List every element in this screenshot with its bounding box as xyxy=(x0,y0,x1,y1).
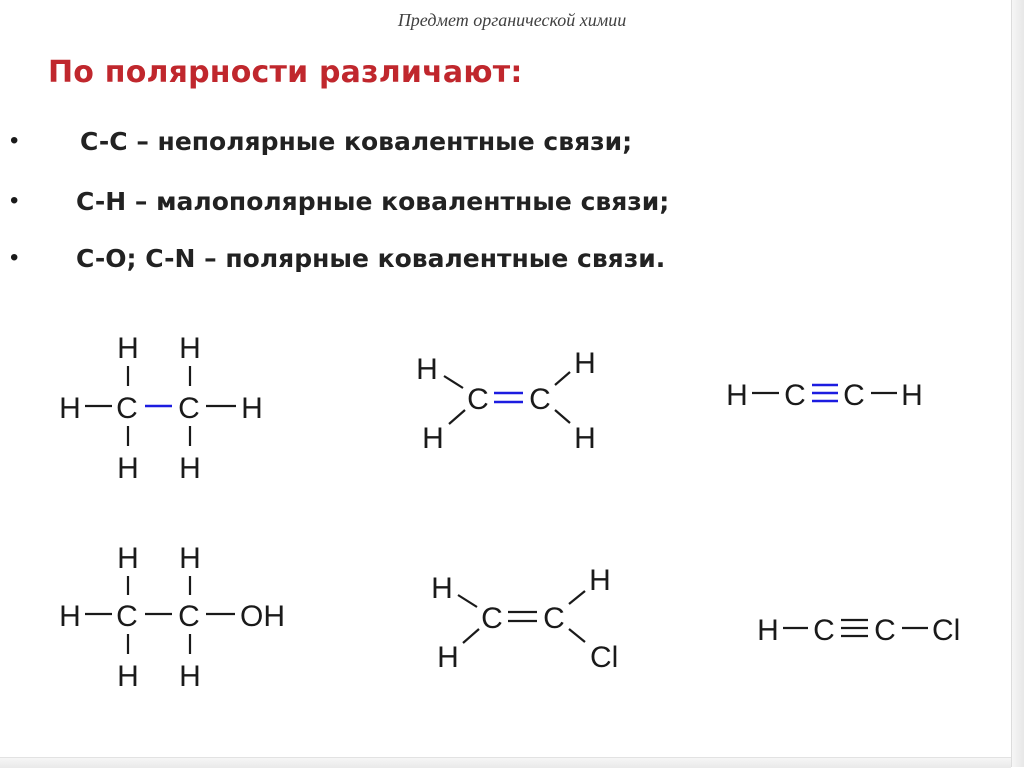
bonds xyxy=(85,576,235,654)
atom: H xyxy=(422,422,444,455)
atom: H xyxy=(179,332,201,365)
bullet-text: C-C – неполярные ковалентные связи; xyxy=(80,127,633,156)
molecule-ethanol xyxy=(59,542,285,693)
atom: Cl xyxy=(932,614,961,647)
bonds xyxy=(458,591,585,643)
molecule-ethylene xyxy=(416,347,596,455)
atom: H xyxy=(726,379,748,412)
atom: C xyxy=(843,379,865,412)
atom: C xyxy=(467,383,489,416)
atom: H xyxy=(179,660,201,693)
atom: H xyxy=(589,564,611,597)
atom: C xyxy=(116,392,138,425)
atom: C xyxy=(784,379,806,412)
slide-heading: По полярности различают: xyxy=(48,55,523,90)
atom: H xyxy=(117,332,139,365)
atom: Cl xyxy=(590,641,619,674)
atom: H xyxy=(757,614,779,647)
bonds xyxy=(444,372,570,424)
atom: C xyxy=(178,392,200,425)
atom: H xyxy=(901,379,923,412)
atom: H xyxy=(117,660,139,693)
bullet-marker: • xyxy=(10,127,19,154)
highlighted-triple-bond xyxy=(812,385,838,401)
bullet-text: C-H – малополярные ковалентные связи; xyxy=(76,187,670,216)
highlighted-double-bond xyxy=(494,393,523,402)
atom: C xyxy=(178,600,200,633)
atom: H xyxy=(437,641,459,674)
bonds xyxy=(783,620,928,636)
atom: C xyxy=(813,614,835,647)
atom: C xyxy=(543,602,565,635)
atom: C xyxy=(481,602,503,635)
atom: C xyxy=(874,614,896,647)
atom: H xyxy=(59,392,81,425)
atom: H xyxy=(59,600,81,633)
molecule-chloroethylene xyxy=(431,564,618,674)
molecule-ethane xyxy=(59,332,263,485)
atom: H xyxy=(117,452,139,485)
atom: H xyxy=(574,422,596,455)
bullet-text: C-O; C-N – полярные ковалентные связи. xyxy=(76,244,666,273)
atom: H xyxy=(179,542,201,575)
atom: H xyxy=(179,452,201,485)
atom: OH xyxy=(240,600,285,633)
bullet-marker: • xyxy=(10,187,19,214)
atom: C xyxy=(116,600,138,633)
atom: H xyxy=(574,347,596,380)
atom: H xyxy=(431,572,453,605)
molecule-chloroacetylene xyxy=(757,614,960,647)
atom: C xyxy=(529,383,551,416)
bullet-marker: • xyxy=(10,244,19,271)
slide-subject: Предмет органической химии xyxy=(397,10,627,30)
atom: H xyxy=(117,542,139,575)
atom: H xyxy=(416,353,438,386)
molecule-acetylene xyxy=(726,379,923,412)
atom: H xyxy=(241,392,263,425)
